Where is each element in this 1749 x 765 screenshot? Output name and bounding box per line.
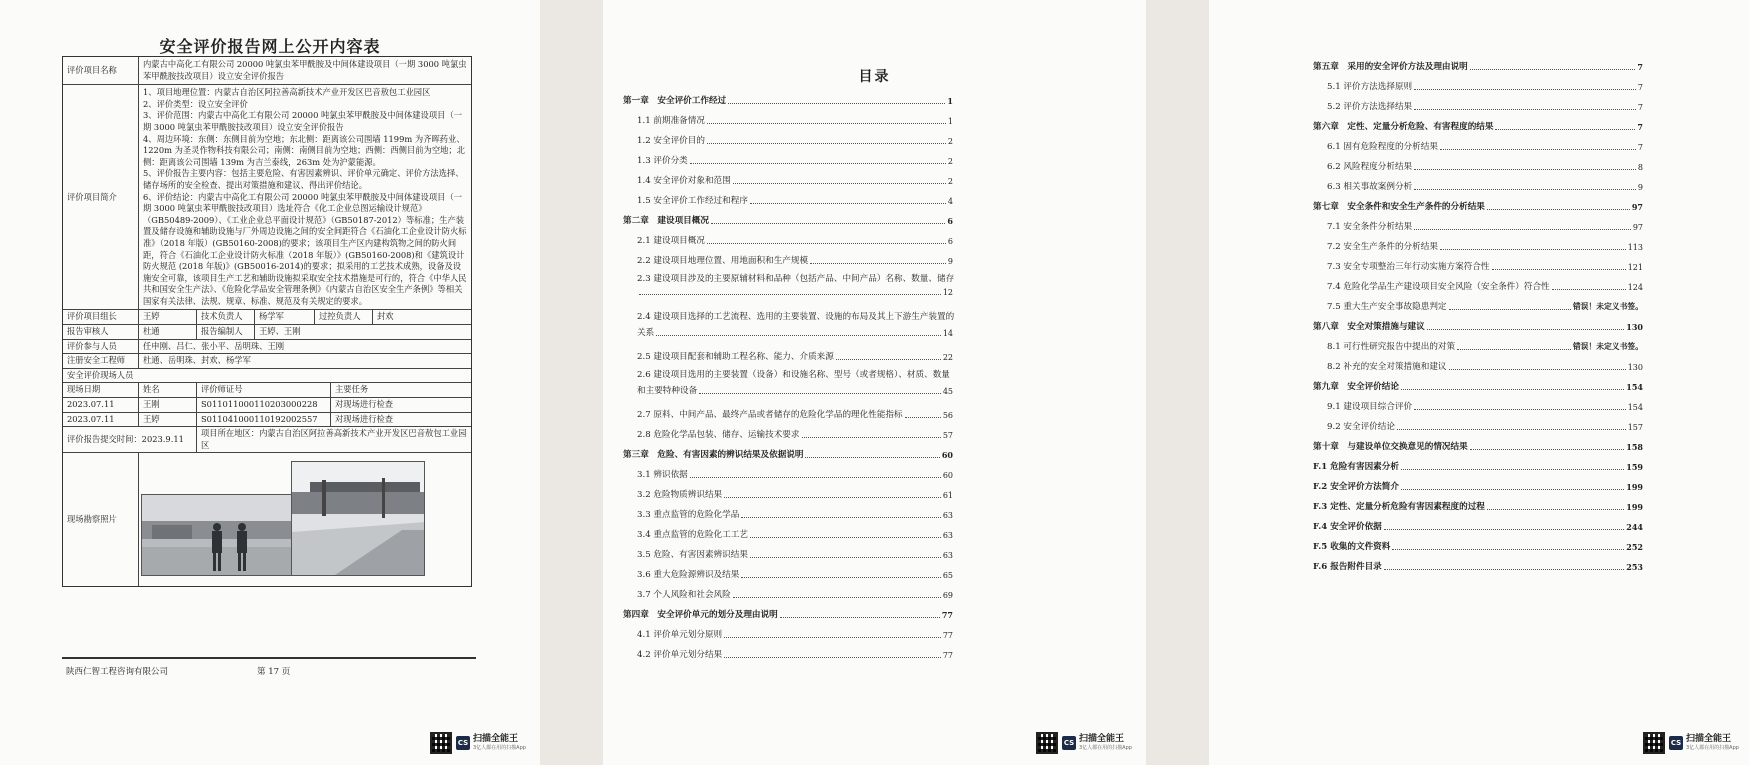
toc-page-number: 2 (947, 157, 953, 166)
toc-entry-title: 第七章 安全条件和安全生产条件的分析结果 (1313, 202, 1485, 212)
toc-page-number: 6 (947, 237, 953, 246)
toc-entry-title: 2.1 建设项目概况 (637, 236, 705, 246)
toc-page-number: 77 (942, 631, 953, 640)
cell-label: 评价项目简介 (63, 85, 139, 309)
brief-paragraph: 4、周边环境：东侧：东侧目前为空地；东北侧：距离该公司围墙 1199m 为齐晖药业、1220m 为圣灵作物科技有限公司；南侧：南侧目前为空地；西侧：西侧目前为空地；北侧：距离该公司围墙 139m 为吉兰泰线，263m 处为沪蒙能源。 (143, 133, 466, 167)
toc-page-number: 244 (1626, 522, 1643, 532)
toc-entry-title: 4.1 评价单元划分原则 (637, 630, 723, 640)
toc-page-number: 124 (1627, 283, 1643, 292)
cell-label: 技术负责人 (197, 310, 255, 324)
toc-entry (623, 560, 953, 580)
toc-entry (1313, 392, 1643, 412)
toc-page-number: 7 (1637, 103, 1643, 112)
toc-leader (741, 577, 940, 578)
toc-chapter (1313, 192, 1643, 212)
footer-company: 陕西仁智工程咨询有限公司 (66, 667, 169, 677)
cell-label: 报告编制人 (197, 325, 255, 339)
table-row (63, 57, 471, 85)
brief-paragraph: 6、评价结论：内蒙古中高化工有限公司 20000 吨氯虫苯甲酰胺及中间体建设项目（一期 3000 吨氯虫苯甲酰胺技改项目）选址符合《化工企业总图运输设计规范》（GB50489-2009）、《工业企业总平面设计规范》（GB50187-2012）等标准；生产装置及储存设施和辅助设施与厂外周边设施之间的安全间距符合《石油化工企业设计防火标准》（2018 年版）(GB50160-2008)的要求；该项目生产区内建构筑物之间的防火间距，符合《石油化工企业设计防火标准（2018 年版）》(GB50160-2008)和《建筑设计防火规范 (2018 年版)》(GB50016-2014)的要求；拟采用的工艺技术成熟，设备及设施安全可靠，该项目生产工艺和辅助设施拟采取安全技术措施是可行的，符合《中华人民共和国安全生产法》、《危险化学品安全管理条例》《内蒙古自治区安全生产条例》等相关国家有关法律、法规、规章、标准、规范及有关规定的要求。 (143, 191, 467, 306)
toc-entry-title: 2.8 危险化学品包装、储存、运输技术要求 (637, 430, 800, 440)
toc-leader (1401, 489, 1624, 490)
table-row (63, 310, 471, 325)
toc-page-number: 45 (942, 387, 953, 396)
toc-chapter (1313, 532, 1643, 552)
watermark-tagline: 3亿人都在用的扫描App (473, 745, 526, 751)
submit-time: 评价报告提交时间：2023.9.11 (63, 427, 197, 452)
watermark-name: 扫描全能王 (1079, 734, 1125, 744)
toc-page-number: 1 (947, 117, 953, 126)
toc-leader (1492, 269, 1626, 270)
toc-entry (1313, 352, 1643, 372)
toc-entry (1313, 72, 1643, 92)
toc-entry (1313, 92, 1643, 112)
toc-entry-title: 1.2 安全评价目的 (637, 136, 705, 146)
qr-code-icon (1643, 732, 1665, 754)
toc-page-number: 1 (947, 96, 953, 106)
page-gap (1146, 0, 1209, 765)
toc-entry (1313, 172, 1643, 192)
toc-leader (1449, 309, 1571, 310)
watermark-tagline: 3亿人都在用的扫描App (1079, 745, 1132, 751)
toc-leader (1384, 529, 1625, 530)
toc-entry (1313, 272, 1643, 292)
cell-value: 任申刚、吕仁、张小平、岳明珠、王刚 (143, 340, 285, 351)
toc-leader (802, 437, 941, 438)
toc-leader (1470, 449, 1625, 450)
toc-entry-title: 5.1 评价方法选择原则 (1327, 82, 1413, 92)
toc-entry-title: 3.6 重大危险源辨识及结果 (637, 570, 740, 580)
cell-label: 过控负责人 (315, 310, 373, 324)
cell-label: 报告审核人 (63, 325, 139, 339)
site-photos (139, 453, 471, 586)
toc-entry-title: 1.4 安全评价对象和范围 (637, 176, 731, 186)
toc-entry-title-cont: 和主要特种设备 (637, 386, 698, 396)
toc-page-number: 154 (1626, 382, 1643, 392)
toc-entry (1313, 132, 1643, 152)
toc-leader (1487, 509, 1624, 510)
cell-value: 2023.07.11 (63, 398, 139, 412)
cell-label: 现场勘察照片 (63, 453, 139, 586)
footer-page-number: 第 17 页 (257, 667, 291, 677)
toc-chapter (1313, 312, 1643, 332)
table-row (63, 354, 471, 369)
document-page-toc-1 (603, 0, 1146, 765)
toc-page-number: 252 (1626, 542, 1643, 552)
toc-entry-title: 9.2 安全评价结论 (1327, 422, 1395, 432)
toc-entry (623, 186, 953, 206)
toc-entry-title: 6.2 风险程度分析结果 (1327, 162, 1413, 172)
toc-entry (1313, 152, 1643, 172)
toc-entry-title: 2.3 建设项目涉及的主要原辅材料和品种（包括产品、中间产品）名称、数量、储存 (637, 274, 955, 284)
toc-entry-title: 2.2 建设项目地理位置、用地面积和生产规模 (637, 256, 809, 266)
toc-page-number: 113 (1627, 243, 1643, 252)
toc-leader (1397, 429, 1626, 430)
toc-entry (1313, 232, 1643, 252)
scanner-watermark (430, 730, 526, 756)
toc-leader (1414, 89, 1636, 90)
toc-entry (1313, 252, 1643, 272)
table-header-row (63, 383, 471, 398)
toc-leader (707, 243, 946, 244)
toc-entry (1313, 212, 1643, 232)
toc-entry (623, 480, 953, 500)
scanner-watermark (1036, 730, 1132, 756)
toc-entry (1313, 412, 1643, 432)
toc-page-number: 14 (942, 329, 953, 338)
toc-leader (1495, 129, 1635, 130)
toc-entry-title-cont: 关系 (637, 328, 655, 338)
toc-entry (623, 400, 953, 420)
toc-entry-title: F.5 收集的文件资料 (1313, 542, 1391, 552)
toc-entry-title: 5.2 评价方法选择结果 (1327, 102, 1413, 112)
toc-leader (733, 183, 946, 184)
cell-label: 安全评价现场人员 (67, 369, 134, 380)
watermark-name: 扫描全能王 (473, 734, 519, 744)
toc-chapter (623, 440, 953, 460)
toc-page-number: 7 (1637, 122, 1643, 132)
toc-entry (623, 460, 953, 480)
toc-page-number: 65 (942, 571, 953, 580)
toc-entry (1313, 292, 1643, 312)
toc-entry-title: F.6 报告附件目录 (1313, 562, 1382, 572)
toc-entry-title: 6.1 固有危险程度的分析结果 (1327, 142, 1438, 152)
toc-entry-title: 3.2 危险物质辨识结果 (637, 490, 723, 500)
cell-value: 王刚 (139, 398, 197, 412)
toc-entry (1313, 332, 1643, 352)
toc-leader (905, 417, 941, 418)
toc-leader (690, 477, 941, 478)
cell-label: 注册安全工程师 (63, 354, 139, 368)
toc-error-text: 错误！未定义书签。 (1572, 302, 1643, 311)
toc-entry-title: 3.1 辨识依据 (637, 470, 688, 480)
toc-entry (623, 246, 953, 266)
toc-entry-title: 7.1 安全条件分析结果 (1327, 222, 1413, 232)
cell-label: 评价项目组长 (63, 310, 139, 324)
page-title: 安全评价报告网上公开内容表 (159, 37, 381, 56)
toc-leader (707, 143, 946, 144)
toc-entry (623, 580, 953, 600)
page-gap (540, 0, 603, 765)
camscanner-logo-icon: CS (1669, 736, 1683, 750)
toc-chapter (1313, 492, 1643, 512)
toc-chapter (1313, 452, 1643, 472)
toc-leader (1392, 549, 1624, 550)
toc-entry-title: 第十章 与建设单位交换意见的情况结果 (1313, 442, 1468, 452)
toc-leader (1401, 389, 1624, 390)
toc-entry (623, 266, 953, 304)
toc-leader (724, 637, 941, 638)
table-row (63, 85, 471, 310)
toc-page-number: 56 (942, 411, 953, 420)
toc-leader (1414, 229, 1631, 230)
toc-entry-title: 1.5 安全评价工作经过和程序 (637, 196, 748, 206)
table-row (63, 413, 471, 428)
table-row (63, 398, 471, 413)
toc-entry (623, 420, 953, 440)
toc-leader (1384, 569, 1625, 570)
toc-entry-title: F.3 定性、定量分析危险有害因素程度的过程 (1313, 502, 1485, 512)
toc-entry-title: 2.5 建设项目配套和辅助工程名称、能力、介质来源 (637, 352, 834, 362)
toc-entry-title: 7.4 危险化学品生产建设项目安全风险（安全条件）符合性 (1327, 282, 1550, 292)
cell-value: S011011000110203000228 (197, 398, 331, 412)
toc-page-number: 61 (942, 491, 953, 500)
toc-entry-title: 第六章 定性、定量分析危险、有害程度的结果 (1313, 122, 1494, 132)
toc-leader (1414, 169, 1636, 170)
toc-page-number: 63 (942, 511, 953, 520)
toc-page-number: 6 (947, 216, 953, 226)
toc-entry-title: 7.2 安全生产条件的分析结果 (1327, 242, 1438, 252)
toc-entry-title: 3.3 重点监管的危险化学品 (637, 510, 740, 520)
toc-leader (711, 223, 945, 224)
toc-page-number: 7 (1637, 143, 1643, 152)
toc-page-number: 97 (1632, 223, 1643, 232)
table-row (63, 369, 471, 384)
project-name: 内蒙古中高化工有限公司 20000 吨氯虫苯甲酰胺及中间体建设项目（一期 3000 吨氯虫苯甲酰胺技改项目）设立安全评价报告 (143, 59, 467, 81)
toc-entry-title: 9.1 建设项目综合评价 (1327, 402, 1413, 412)
toc-list (623, 86, 953, 660)
toc-chapter (1313, 552, 1643, 572)
qr-code-icon (430, 732, 452, 754)
toc-leader (805, 457, 939, 458)
toc-leader (1552, 289, 1626, 290)
toc-entry (623, 304, 953, 342)
toc-page-number: 7 (1637, 83, 1643, 92)
toc-leader (1487, 209, 1630, 210)
watermark-name: 扫描全能王 (1686, 734, 1732, 744)
toc-page-number: 9 (1637, 183, 1643, 192)
column-header: 主要任务 (335, 384, 369, 395)
toc-page-number: 154 (1627, 403, 1643, 412)
cell-label: 评价参与人员 (63, 340, 139, 354)
toc-chapter (1313, 432, 1643, 452)
project-location: 项目所在地区：内蒙古自治区阿拉善高新技术产业开发区巴音敖包工业园区 (201, 428, 467, 450)
toc-chapter (1313, 372, 1643, 392)
column-header: 现场日期 (63, 383, 139, 397)
toc-leader (741, 517, 940, 518)
toc-page-number: 22 (942, 353, 953, 362)
toc-leader (656, 335, 941, 336)
cell-value: 对现场进行检查 (335, 413, 394, 424)
site-photo-plant (291, 461, 425, 576)
toc-leader (707, 123, 946, 124)
column-header: 姓名 (139, 383, 197, 397)
cell-value: 杨学军 (255, 310, 315, 324)
toc-page-number: 157 (1627, 423, 1643, 432)
cell-value: S011041000110192002557 (197, 413, 331, 427)
toc-entry-title: 3.4 重点监管的危险化工工艺 (637, 530, 748, 540)
toc-page-number: 253 (1626, 562, 1643, 572)
toc-page-number: 121 (1627, 263, 1643, 272)
brief-paragraph: 1、项目地理位置：内蒙古自治区阿拉善高新技术产业开发区巴音敖包工业园区 (143, 87, 431, 98)
toc-error-text: 错误！未定义书签。 (1572, 342, 1643, 351)
brief-paragraph: 5、评价报告主要内容：包括主要危险、有害因素辨识、评价单元确定、评价方法选择、储存场所的安全检查、提出对策措施和建议、得出评价结论。 (143, 168, 464, 190)
toc-page-number: 130 (1627, 363, 1643, 372)
page-footer (62, 657, 476, 677)
cell-value: 杜通、岳明珠、封欢、杨学军 (143, 355, 251, 366)
project-brief (139, 85, 471, 309)
toc-entry (623, 342, 953, 362)
cell-value: 对现场进行检查 (335, 399, 394, 410)
toc-page-number: 4 (947, 197, 953, 206)
toc-title: 目录 (858, 69, 891, 85)
watermark-tagline: 3亿人都在用的扫描App (1686, 745, 1739, 751)
toc-page-number: 7 (1637, 62, 1643, 72)
cell-value: 王婷 (139, 310, 197, 324)
toc-leader (750, 557, 941, 558)
toc-entry (623, 362, 953, 400)
toc-page-number: 60 (942, 471, 953, 480)
toc-chapter (1313, 512, 1643, 532)
toc-entry-title: 第一章 安全评价工作经过 (623, 96, 727, 106)
site-photo-people (141, 494, 313, 576)
toc-page-number: 2 (947, 177, 953, 186)
toc-page-number: 77 (941, 610, 953, 620)
toc-page-number: 159 (1626, 462, 1643, 472)
toc-chapter (623, 600, 953, 620)
toc-leader (750, 537, 941, 538)
toc-entry-title: 第二章 建设项目概况 (623, 216, 709, 226)
toc-page-number: 199 (1626, 502, 1643, 512)
cell-value: 王婷 (139, 413, 197, 427)
toc-entry-title: 4.2 评价单元划分结果 (637, 650, 723, 660)
toc-leader (1414, 409, 1626, 410)
toc-entry (623, 640, 953, 660)
toc-entry (623, 126, 953, 146)
toc-page-number: 77 (942, 651, 953, 660)
toc-chapter (1313, 112, 1643, 132)
toc-entry-title: 1.1 前期准备情况 (637, 116, 705, 126)
toc-entry (623, 500, 953, 520)
toc-list (1313, 52, 1643, 572)
toc-entry-title: 第九章 安全评价结论 (1313, 382, 1399, 392)
toc-entry (623, 520, 953, 540)
toc-entry-title: 8.2 补充的安全对策措施和建议 (1327, 362, 1447, 372)
cell-value: 杜通 (139, 325, 197, 339)
toc-leader (780, 617, 940, 618)
qr-code-icon (1036, 732, 1058, 754)
toc-entry-title: 7.3 安全专项整治三年行动实施方案符合性 (1327, 262, 1490, 272)
toc-chapter (623, 86, 953, 106)
toc-leader (728, 103, 945, 104)
toc-entry-title: 第五章 采用的安全评价方法及理由说明 (1313, 62, 1468, 72)
toc-entry (623, 166, 953, 186)
toc-chapter (623, 206, 953, 226)
toc-leader (1470, 69, 1636, 70)
toc-entry (623, 146, 953, 166)
toc-page-number: 8 (1637, 163, 1643, 172)
toc-entry-title: 第八章 安全对策措施与建议 (1313, 322, 1425, 332)
toc-page-number: 63 (942, 531, 953, 540)
brief-paragraph: 2、评价类型：设立安全评价 (143, 98, 248, 109)
brief-paragraph: 3、评价范围：内蒙古中高化工有限公司 20000 吨氯虫苯甲酰胺及中间体建设项目（一期 3000 吨氯虫苯甲酰胺技改项目）设立安全评价报告 (143, 110, 463, 132)
toc-chapter (1313, 52, 1643, 72)
toc-leader (1414, 189, 1636, 190)
table-row (63, 340, 471, 355)
toc-leader (810, 263, 946, 264)
toc-leader (1427, 329, 1625, 330)
toc-entry-title: 第三章 危险、有害因素的辨识结果及依据说明 (623, 450, 804, 460)
toc-page-number: 2 (947, 137, 953, 146)
toc-leader (1457, 349, 1571, 350)
toc-page-number: 57 (942, 431, 953, 440)
cell-value: 王婷、王刚 (259, 326, 301, 337)
toc-entry-title: 1.3 评价分类 (637, 156, 688, 166)
toc-entry-title: 8.1 可行性研究报告中提出的对策 (1327, 342, 1456, 352)
toc-entry-title: 3.5 危险、有害因素辨识结果 (637, 550, 748, 560)
toc-entry-title: F.1 危险有害因素分析 (1313, 462, 1399, 472)
toc-leader (724, 497, 941, 498)
toc-leader (699, 393, 941, 394)
toc-entry-title: 2.7 原料、中间产品、最终产品或者储存的危险化学品的理化性能指标 (637, 410, 903, 420)
toc-page-number: 158 (1626, 442, 1643, 452)
toc-entry (623, 226, 953, 246)
toc-entry-title: 3.7 个人风险和社会风险 (637, 590, 731, 600)
toc-leader (733, 597, 941, 598)
toc-page-number: 63 (942, 551, 953, 560)
column-header: 评价师证号 (197, 383, 331, 397)
toc-entry (623, 106, 953, 126)
table-row (63, 453, 471, 586)
table-row (63, 325, 471, 340)
toc-leader (724, 657, 941, 658)
camscanner-logo-icon: CS (1062, 736, 1076, 750)
toc-leader (639, 294, 941, 295)
toc-leader (1401, 469, 1624, 470)
table-row (63, 427, 471, 453)
toc-leader (1414, 109, 1636, 110)
toc-entry-title: 2.6 建设项目选用的主要装置（设备）和设施名称、型号（或者规格）、材质、数量 (637, 370, 950, 380)
toc-leader (690, 163, 946, 164)
toc-entry-title: F.4 安全评价依据 (1313, 522, 1382, 532)
toc-entry-title: F.2 安全评价方法简介 (1313, 482, 1399, 492)
toc-page-number: 69 (942, 591, 953, 600)
toc-entry-title: 6.3 相关事故案例分析 (1327, 182, 1413, 192)
toc-entry-title: 7.5 重大生产安全事故隐患判定 (1327, 302, 1447, 312)
cell-label: 评价项目名称 (63, 57, 139, 84)
toc-entry-title: 第四章 安全评价单元的划分及理由说明 (623, 610, 778, 620)
toc-leader (750, 203, 946, 204)
cell-value: 2023.07.11 (63, 413, 139, 427)
toc-entry (623, 540, 953, 560)
scanner-watermark (1643, 730, 1739, 756)
document-page-info-table (0, 0, 540, 765)
toc-leader (1449, 369, 1626, 370)
toc-page-number: 97 (1631, 202, 1643, 212)
toc-page-number: 60 (941, 450, 953, 460)
toc-leader (1440, 149, 1636, 150)
cell-value: 封欢 (377, 311, 394, 322)
toc-entry-title: 2.4 建设项目选择的工艺流程、选用的主要装置、设施的布局及其上下游生产装置的 (637, 312, 955, 322)
camscanner-logo-icon: CS (456, 736, 470, 750)
toc-page-number: 199 (1626, 482, 1643, 492)
toc-page-number: 12 (942, 288, 953, 297)
toc-leader (1440, 249, 1626, 250)
toc-entry (623, 620, 953, 640)
toc-page-number: 9 (947, 257, 953, 266)
toc-page-number: 130 (1626, 322, 1643, 332)
toc-chapter (1313, 472, 1643, 492)
toc-leader (836, 359, 941, 360)
info-table (62, 56, 472, 587)
